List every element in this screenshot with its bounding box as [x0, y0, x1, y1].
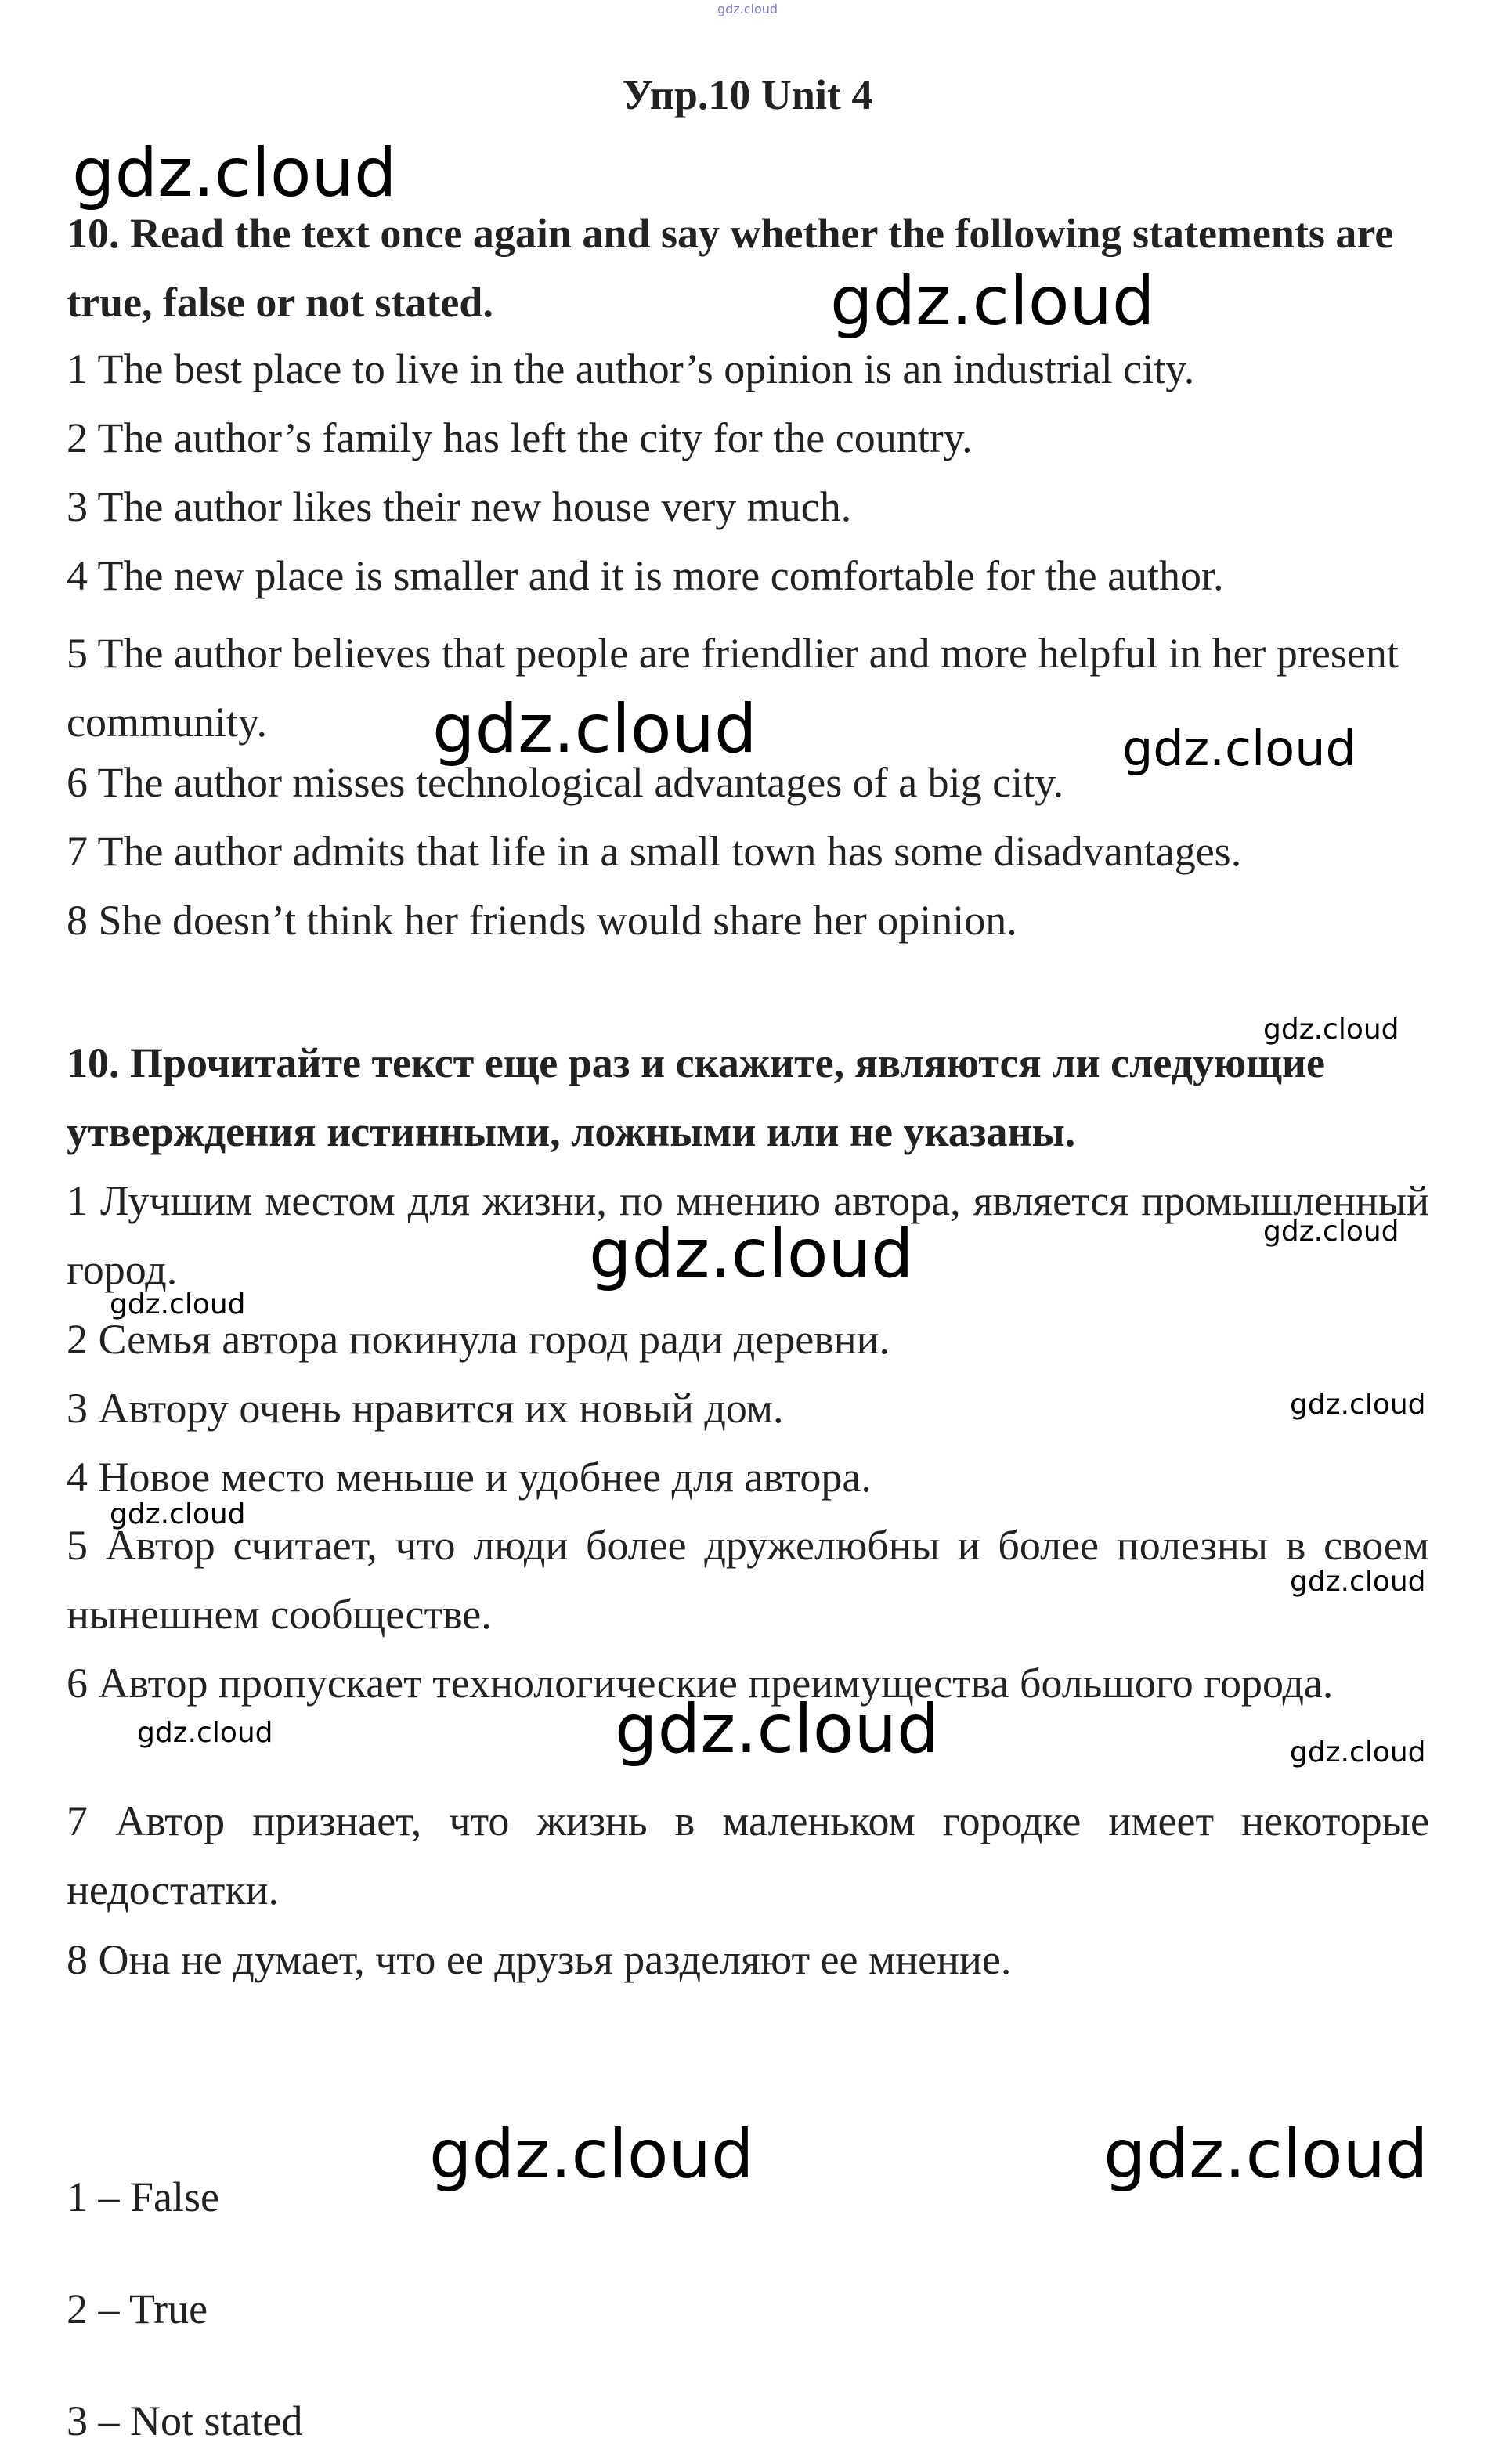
watermark-text: gdz.cloud — [72, 134, 397, 212]
watermark-text: gdz.cloud — [1290, 1389, 1426, 1421]
english-statement-4: 4 The new place is smaller and it is more comfortable for the author. — [67, 552, 1224, 599]
watermark-text: gdz.cloud — [1103, 2115, 1428, 2194]
watermark-text: gdz.cloud — [432, 690, 757, 768]
english-statement-5: 5 The author believes that people are friendlier and more helpful in her present community. — [67, 630, 1399, 746]
russian-statement-6: 6 Автор пропускает технологические преимущества большого города. — [67, 1660, 1334, 1707]
russian-statement-4: 4 Новое место меньше и удобнее для автора. — [67, 1454, 872, 1501]
english-statement-1: 1 The best place to live in the author’s opinion is an industrial city. — [67, 345, 1195, 392]
english-statement-3: 3 The author likes their new house very much. — [67, 483, 852, 530]
russian-task-heading: 10. Прочитайте текст еще раз и скажите, являются ли следующие утверждения истинными, ложными или не указаны. — [67, 1039, 1325, 1155]
russian-statement-5: 5 Автор считает, что люди более дружелюбны и более полезны в своем нынешнем сообществе. — [67, 1522, 1429, 1638]
russian-statement-7: 7 Автор признает, что жизнь в маленьком городке имеет некоторые недостатки. — [67, 1797, 1429, 1913]
english-statement-8: 8 She doesn’t think her friends would share her opinion. — [67, 897, 1017, 944]
top-watermark: gdz.cloud — [717, 2, 778, 16]
watermark-text: gdz.cloud — [110, 1288, 246, 1321]
watermark-text: gdz.cloud — [110, 1498, 246, 1530]
russian-statement-1: 1 Лучшим местом для жизни, по мнению автора, является промышленный город. — [67, 1177, 1429, 1293]
watermark-text: gdz.cloud — [137, 1717, 273, 1749]
english-statement-2: 2 The author’s family has left the city for the country. — [67, 414, 973, 461]
russian-statement-8: 8 Она не думает, что ее друзья разделяют ее мнение. — [67, 1936, 1012, 1983]
watermark-text: gdz.cloud — [615, 1690, 940, 1769]
answer-1: 1 – False — [67, 2173, 219, 2220]
watermark-text: gdz.cloud — [429, 2115, 754, 2194]
answer-2: 2 – True — [67, 2285, 208, 2332]
watermark-text: gdz.cloud — [830, 262, 1155, 341]
answer-3: 3 – Not stated — [67, 2397, 303, 2444]
russian-statement-2: 2 Семья автора покинула город ради деревни. — [67, 1316, 890, 1363]
watermark-text: gdz.cloud — [1263, 1013, 1399, 1046]
russian-statement-3: 3 Автору очень нравится их новый дом. — [67, 1385, 784, 1432]
watermark-text: gdz.cloud — [1290, 1736, 1426, 1769]
english-statement-7: 7 The author admits that life in a small town has some disadvantages. — [67, 828, 1242, 875]
watermark-text: gdz.cloud — [1122, 720, 1356, 777]
english-task-heading: 10. Read the text once again and say whether the following statements are true, false or not stated. — [67, 210, 1394, 326]
watermark-text: gdz.cloud — [1263, 1216, 1399, 1248]
watermark-text: gdz.cloud — [589, 1215, 914, 1293]
watermark-text: gdz.cloud — [1290, 1566, 1426, 1598]
page-title: Упр.10 Unit 4 — [622, 71, 873, 118]
english-statement-6: 6 The author misses technological advantages of a big city. — [67, 759, 1064, 806]
